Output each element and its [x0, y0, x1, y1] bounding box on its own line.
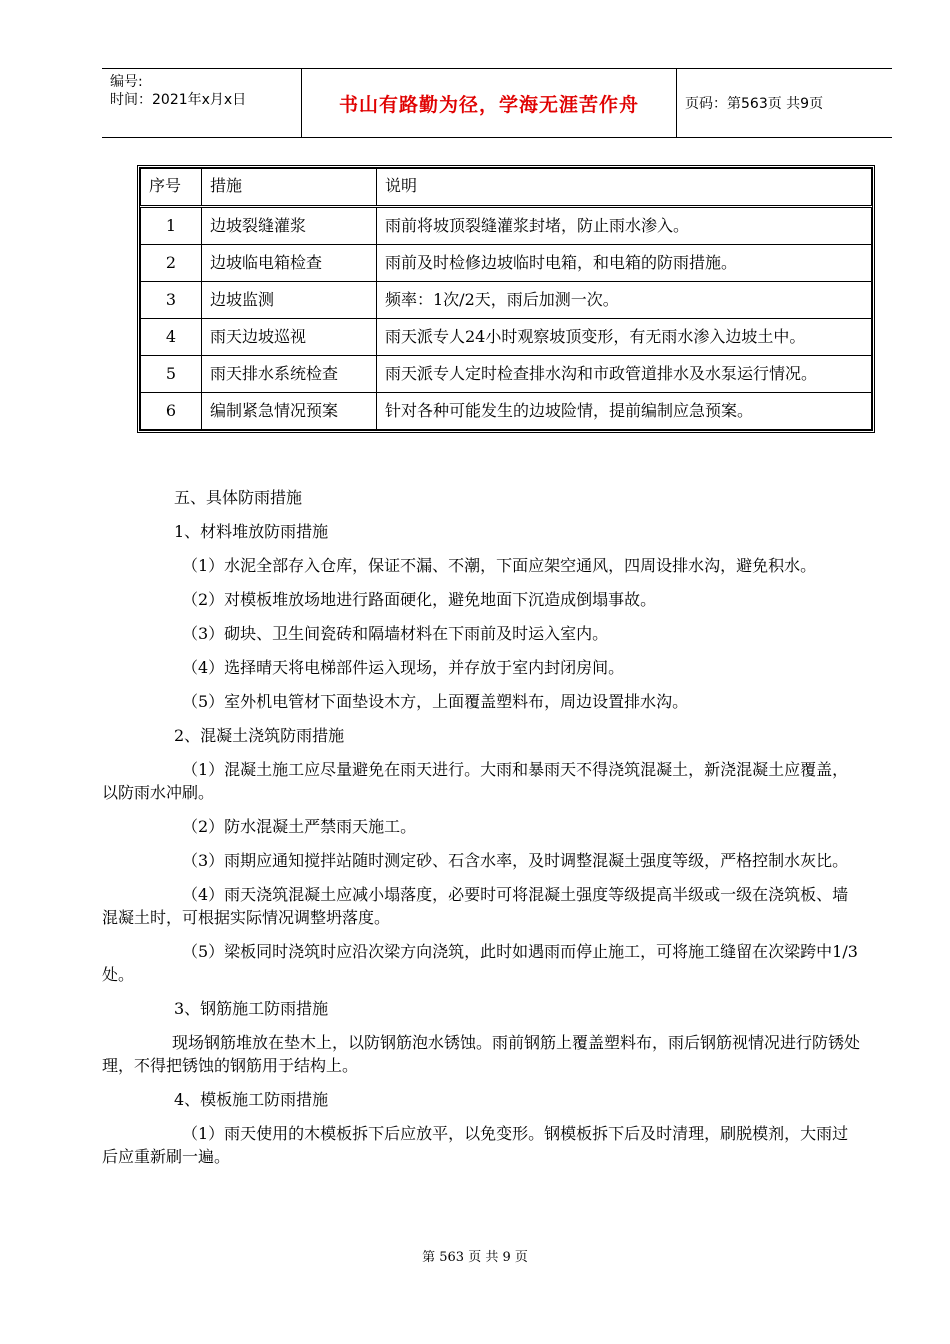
table-row	[141, 282, 872, 319]
col-header-no: 序号	[141, 169, 202, 207]
section-heading: 2、混凝土浇筑防雨措施	[174, 726, 345, 745]
section-heading: 3、钢筋施工防雨措施	[174, 999, 329, 1018]
row-measure: 边坡临电箱检查	[202, 245, 377, 282]
col-header-measure: 措施	[202, 169, 377, 207]
row-description: 针对各种可能发生的边坡险情，提前编制应急预案。	[377, 393, 872, 430]
section-heading: 1、材料堆放防雨措施	[174, 522, 329, 541]
header-page-info: 页码：第563页 共9页	[685, 96, 824, 112]
paragraph: （3）雨期应通知搅拌站随时测定砂、石含水率，及时调整混凝土强度等级，严格控制水灰比。	[182, 851, 849, 870]
paragraph: （3）砌块、卫生间瓷砖和隔墙材料在下雨前及时运入室内。	[182, 624, 609, 643]
row-number: 2	[141, 245, 202, 282]
row-description: 雨前将坡顶裂缝灌浆封堵，防止雨水渗入。	[377, 207, 872, 245]
header-meta	[102, 69, 302, 137]
page-footer: 第 563 页 共 9 页	[422, 1250, 528, 1265]
paragraph: （1）雨天使用的木模板拆下后应放平，以免变形。钢模板拆下后及时清理，刷脱模剂，大雨过后应重新刷一遍。	[102, 1124, 849, 1166]
row-measure: 雨天排水系统检查	[202, 356, 377, 393]
row-measure: 编制紧急情况预案	[202, 393, 377, 430]
table-row	[141, 319, 872, 356]
paragraph: 现场钢筋堆放在垫木上，以防钢筋泡水锈蚀。雨前钢筋上覆盖塑料布，雨后钢筋视情况进行防锈处理，不得把锈蚀的钢筋用于结构上。	[102, 1033, 861, 1075]
table-row	[141, 245, 872, 282]
serial-label: 编号:	[110, 74, 143, 90]
paragraph: （4）选择晴天将电梯部件运入现场，并存放于室内封闭房间。	[182, 658, 625, 677]
paragraph: （5）室外机电管材下面垫设木方，上面覆盖塑料布，周边设置排水沟。	[182, 692, 689, 711]
measures-table	[137, 165, 875, 433]
paragraph: （5）梁板同时浇筑时应沿次梁方向浇筑，此时如遇雨而停止施工，可将施工缝留在次梁跨中1/3处。	[102, 942, 858, 984]
row-measure: 边坡监测	[202, 282, 377, 319]
row-number: 5	[141, 356, 202, 393]
header-motto: 书山有路勤为径，学海无涯苦作舟	[302, 69, 677, 137]
row-description: 雨天派专人24小时观察坡顶变形，有无雨水渗入边坡土中。	[377, 319, 872, 356]
section-heading: 4、模板施工防雨措施	[174, 1090, 329, 1109]
row-measure: 边坡裂缝灌浆	[202, 207, 377, 245]
row-number: 3	[141, 282, 202, 319]
document-body	[102, 486, 862, 1179]
paragraph: （2）防水混凝土严禁雨天施工。	[182, 817, 417, 836]
row-description: 雨前及时检修边坡临时电箱，和电箱的防雨措施。	[377, 245, 872, 282]
table-row	[141, 393, 872, 430]
row-number: 4	[141, 319, 202, 356]
table-header-row	[141, 169, 872, 207]
col-header-desc: 说明	[377, 169, 872, 207]
page-header	[102, 68, 892, 138]
table-row	[141, 207, 872, 245]
time-label: 时间：2021年x月x日	[110, 92, 247, 108]
table-row	[141, 356, 872, 393]
paragraph: （1）水泥全部存入仓库，保证不漏、不潮，下面应架空通风，四周设排水沟，避免积水。	[182, 556, 817, 575]
paragraph: （1）混凝土施工应尽量避免在雨天进行。大雨和暴雨天不得浇筑混凝土，新浇混凝土应覆盖，以防雨水冲刷。	[102, 760, 849, 802]
section-heading: 五、具体防雨措施	[174, 488, 303, 507]
row-number: 1	[141, 207, 202, 245]
row-number: 6	[141, 393, 202, 430]
row-description: 频率：1次/2天，雨后加测一次。	[377, 282, 872, 319]
row-description: 雨天派专人定时检查排水沟和市政管道排水及水泵运行情况。	[377, 356, 872, 393]
row-measure: 雨天边坡巡视	[202, 319, 377, 356]
paragraph: （4）雨天浇筑混凝土应减小塌落度，必要时可将混凝土强度等级提高半级或一级在浇筑板、墙混凝土时，可根据实际情况调整坍落度。	[102, 885, 849, 927]
paragraph: （2）对模板堆放场地进行路面硬化，避免地面下沉造成倒塌事故。	[182, 590, 657, 609]
